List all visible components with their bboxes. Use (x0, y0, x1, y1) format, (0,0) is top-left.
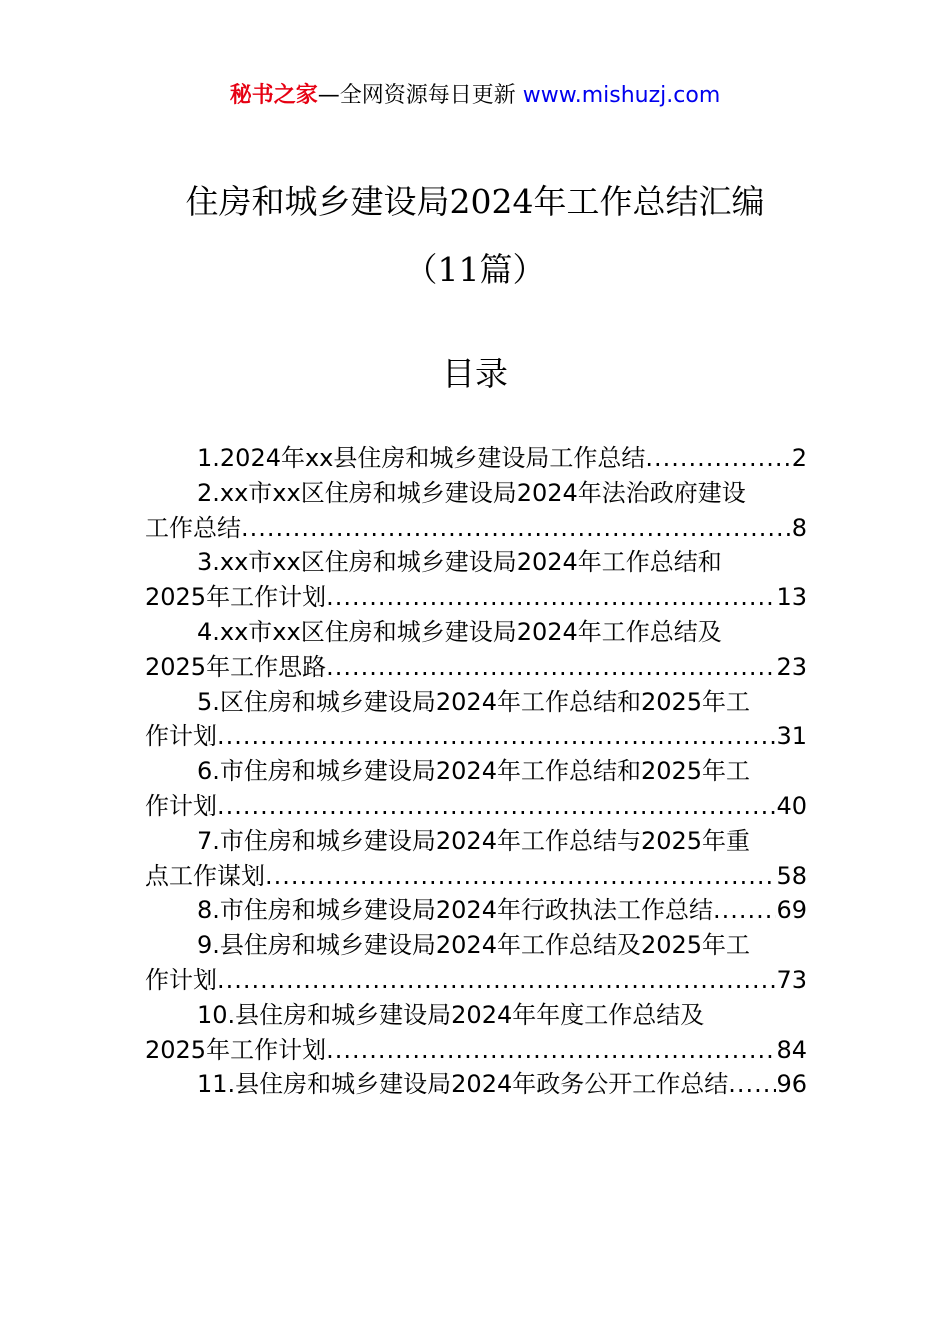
toc-entry-line (145, 685, 807, 720)
toc-entry-title: 7.市住房和城乡建设局2024年工作总结与2025年重 (197, 826, 751, 855)
toc-entry[interactable] (145, 545, 807, 615)
toc-entry-line (145, 511, 807, 546)
toc-entry-line (145, 1033, 807, 1068)
toc-heading: 目录 (442, 354, 508, 393)
toc-entry-title: 5.区住房和城乡建设局2024年工作总结和2025年工 (197, 687, 751, 716)
toc-page-number: 73 (776, 965, 807, 994)
toc-page-number: 23 (776, 652, 807, 681)
toc-entry[interactable] (145, 615, 807, 685)
toc-entry[interactable] (145, 685, 807, 755)
toc-entry-title: 8.市住房和城乡建设局2024年行政执法工作总结 (197, 896, 713, 925)
toc-entry-line (145, 719, 807, 754)
toc-entry-line (145, 893, 807, 928)
toc-entry-line (145, 615, 807, 650)
table-of-contents (145, 441, 807, 1102)
toc-entry-title-continued: 作计划 (145, 722, 217, 751)
toc-entry-line (145, 754, 807, 789)
toc-entry-title: 9.县住房和城乡建设局2024年工作总结及2025年工 (197, 931, 751, 960)
toc-entry[interactable] (145, 476, 807, 546)
toc-entry-line (145, 963, 807, 998)
toc-entry-title: 10.县住房和城乡建设局2024年年度工作总结及 (197, 1000, 705, 1029)
toc-page-number: 69 (776, 896, 807, 925)
toc-dot-leader (217, 719, 776, 754)
toc-entry[interactable] (145, 441, 807, 476)
toc-dot-leader (713, 893, 776, 928)
toc-entry[interactable] (145, 1067, 807, 1102)
toc-entry-line (145, 650, 807, 685)
toc-dot-leader (728, 1067, 776, 1102)
site-url-link[interactable]: www.mishuzj.com (522, 83, 721, 108)
toc-entry-title-continued: 点工作谋划 (145, 861, 265, 890)
toc-entry-line (145, 859, 807, 894)
toc-entry-title: 3.xx市xx区住房和城乡建设局2024年工作总结和 (197, 548, 722, 577)
toc-entry-line (145, 545, 807, 580)
toc-entry-title: 6.市住房和城乡建设局2024年工作总结和2025年工 (197, 757, 751, 786)
toc-page-number: 13 (776, 583, 807, 612)
toc-entry-title-continued: 2025年工作计划 (145, 1035, 327, 1064)
site-brand: 秘书之家 (229, 83, 318, 108)
toc-entry-title: 2.xx市xx区住房和城乡建设局2024年法治政府建设 (197, 478, 746, 507)
toc-page-number: 8 (791, 513, 807, 542)
toc-entry-line (145, 824, 807, 859)
toc-entry[interactable] (145, 998, 807, 1068)
site-tagline: 全网资源每日更新 (339, 83, 516, 108)
document-subtitle: （11篇） (404, 250, 546, 289)
toc-entry-title: 4.xx市xx区住房和城乡建设局2024年工作总结及 (197, 617, 722, 646)
toc-entry-line (145, 580, 807, 615)
toc-entry-title: 1.2024年xx县住房和城乡建设局工作总结 (197, 444, 646, 472)
toc-entry-line (145, 928, 807, 963)
toc-dot-leader (217, 963, 776, 998)
toc-entry-title: 11.县住房和城乡建设局2024年政务公开工作总结 (197, 1070, 729, 1099)
toc-entry-title-continued: 工作总结 (145, 513, 241, 542)
toc-entry[interactable] (145, 824, 807, 894)
toc-entry-line (145, 789, 807, 824)
toc-entry-title-continued: 2025年工作计划 (145, 583, 327, 612)
header-separator: — (317, 83, 340, 108)
toc-entry[interactable] (145, 893, 807, 928)
toc-dot-leader (265, 859, 776, 894)
toc-dot-leader (326, 1033, 776, 1068)
toc-page-number: 31 (776, 722, 807, 751)
toc-entry[interactable] (145, 754, 807, 824)
toc-entry-title-continued: 作计划 (145, 791, 217, 820)
toc-dot-leader (241, 511, 792, 546)
toc-entry-line (145, 441, 807, 476)
toc-dot-leader (217, 789, 776, 824)
toc-dot-leader (326, 650, 776, 685)
toc-page-number: 84 (776, 1035, 807, 1064)
toc-dot-leader (326, 580, 776, 615)
toc-entry-line (145, 998, 807, 1033)
site-header (0, 80, 950, 112)
toc-page-number: 2 (791, 444, 807, 472)
toc-entry[interactable] (145, 928, 807, 998)
toc-page-number: 96 (776, 1070, 807, 1099)
toc-dot-leader (645, 441, 791, 476)
toc-page-number: 40 (776, 791, 807, 820)
toc-entry-line (145, 1067, 807, 1102)
document-title: 住房和城乡建设局2024年工作总结汇编 (185, 182, 765, 221)
toc-page-number: 58 (776, 861, 807, 890)
toc-entry-title-continued: 2025年工作思路 (145, 652, 327, 681)
toc-entry-line (145, 476, 807, 511)
toc-entry-title-continued: 作计划 (145, 965, 217, 994)
